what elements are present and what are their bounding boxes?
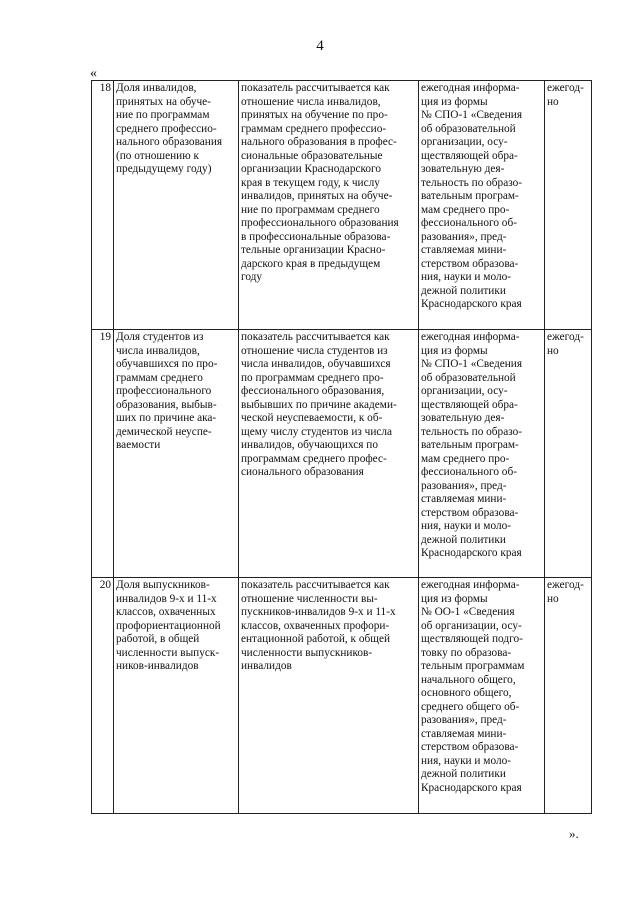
indicator-name: Доля выпускников- инвалидов 9-х и 11-х классов, охваченных профориентационной работой, в общей численности выпуск- ников-инвалидов — [114, 578, 239, 814]
opening-quote: « — [90, 66, 97, 81]
periodicity: ежегод- но — [545, 330, 592, 578]
row-number: 18 — [92, 81, 114, 330]
data-source: ежегодная информа- ция из формы № СПО-1 «Сведения об образовательной организации, осу- ществляющей обра- зовательную дея- тельность по образо- вательным програм- мам среднего про- фессионального об- разования», пред- ставляемая мини- стерством образова- ния, науки и моло- дежной политики Краснодарского края — [419, 81, 545, 330]
data-source: ежегодная информа- ция из формы № ОО-1 «Сведения об организации, осу- ществляющей подго- товку по образова- тельным программам начального общего, основного общего, среднего общего об- разования», пред- ставляемая мини- стерством образова- ния, науки и моло- дежной политики Краснодарского края — [419, 578, 545, 814]
calculation-method: показатель рассчитывается как отношение численности вы- пускников-инвалидов 9-х и 11-х классов, охваченных профори- ентационной работой, к общей численности выпускников- инвалидов — [239, 578, 419, 814]
row-number: 19 — [92, 330, 114, 578]
indicators-table — [91, 80, 592, 814]
closing-quote: ». — [569, 826, 579, 841]
data-source: ежегодная информа- ция из формы № СПО-1 «Сведения об образовательной организации, осу- ществляющей обра- зовательную дея- тельность по образо- вательным програм- мам среднего про- фессионального об- разования», пред- ставляемая мини- стерством образова- ния, науки и моло- дежной политики Краснодарского края — [419, 330, 545, 578]
row-number: 20 — [92, 578, 114, 814]
indicator-name: Доля студентов из числа инвалидов, обучавшихся по про- граммам среднего профессионального образования, выбыв- ших по причине ака- демической неуспе- ваемости — [114, 330, 239, 578]
indicator-name: Доля инвалидов, принятых на обуче- ние по программам среднего профессио- нального образования (по отношению к предыдущему году) — [114, 81, 239, 330]
table-row — [92, 330, 592, 578]
page-number: 4 — [316, 38, 324, 54]
periodicity: ежегод- но — [545, 578, 592, 814]
table-row — [92, 578, 592, 814]
periodicity: ежегод- но — [545, 81, 592, 330]
calculation-method: показатель рассчитывается как отношение числа инвалидов, принятых на обучение по про- граммам среднего профессио- нального образования в профес- сиональные образовательные организации Краснодарского края в текущем году, к числу инвалидов, принятых на обуче- ние по программам среднего профессионального образования в профессиональные образова- тельные организации Красно- дарского края в предыдущем году — [239, 81, 419, 330]
calculation-method: показатель рассчитывается как отношение числа студентов из числа инвалидов, обучавшихся по программам среднего про- фессионального образования, выбывших по причине академи- ческой неуспеваемости, к об- щему числу студентов из числа инвалидов, обучающихся по программам среднего профес- сионального образования — [239, 330, 419, 578]
table-row — [92, 81, 592, 330]
